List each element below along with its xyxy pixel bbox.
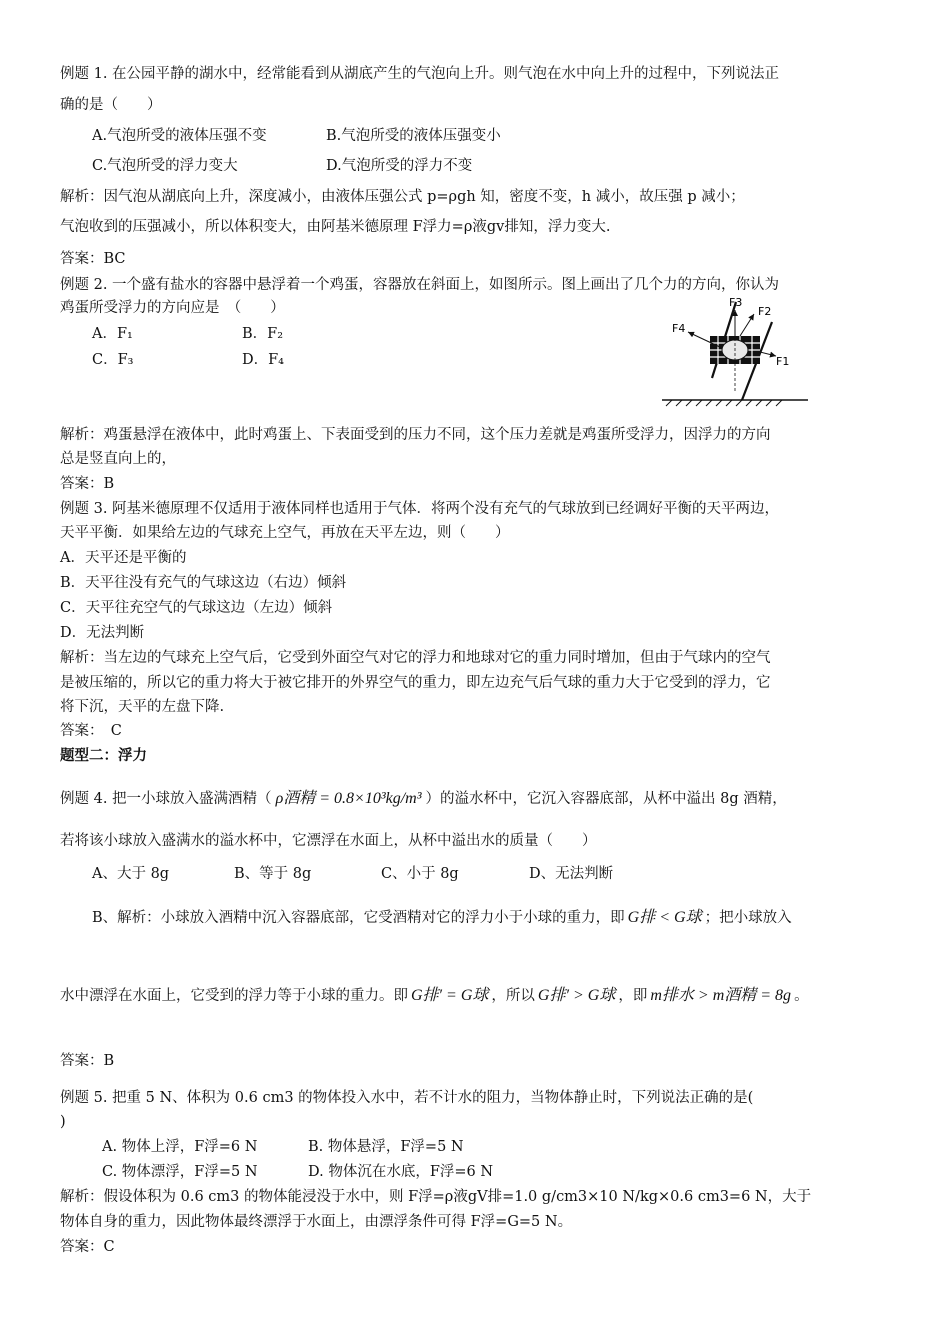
q5-options-row1 bbox=[102, 1137, 464, 1157]
q3-option-a: A．天平还是平衡的 bbox=[60, 550, 187, 566]
q1-option-c: C.气泡所受的浮力变大 bbox=[92, 158, 238, 174]
q2-analysis-line2: 总是竖直向上的， bbox=[60, 451, 176, 467]
q4-formula-3: G排′ > G球 bbox=[537, 987, 616, 1004]
egg-container-figure bbox=[660, 288, 810, 408]
section-title: 题型二：浮力 bbox=[60, 748, 147, 764]
q4-analysis-part2: ；把小球放入 bbox=[704, 910, 792, 926]
q2-answer: 答案：B bbox=[60, 476, 115, 492]
q2-option-c: C．F₃ bbox=[92, 352, 134, 368]
q3-analysis-line3: 将下沉，天平的左盘下降. bbox=[60, 699, 225, 715]
q1-option-b: B.气泡所受的液体压强变小 bbox=[326, 128, 501, 144]
arrow-f1 bbox=[760, 352, 776, 356]
q5-options-row2 bbox=[102, 1162, 493, 1182]
q5-analysis-line1: 解析：假设体积为 0.6 cm3 的物体能浸没于水中，则 F浮=ρ液gV排=1.0 g/cm3×10 N/kg×0.6 cm3=6 N，大于 bbox=[60, 1189, 812, 1205]
q4-option-c: C、小于 8g bbox=[381, 866, 459, 882]
q1-analysis-line2: 气泡收到的压强减小，所以体积变大，由阿基米德原理 F浮力=ρ液gv排知，浮力变大. bbox=[60, 219, 611, 235]
q2-option-d: D．F₄ bbox=[242, 352, 284, 368]
q4-analysis-part5: ，即 bbox=[618, 988, 648, 1004]
q4-analysis-line2 bbox=[60, 986, 809, 1006]
q1-stem-line1: 例题 1. 在公园平静的湖水中，经常能看到从湖底产生的气泡向上升。则气泡在水中向上升的过程中，下列说法正 bbox=[60, 66, 780, 82]
q4-answer: 答案：B bbox=[60, 1053, 115, 1069]
q4-analysis-part4: ，所以 bbox=[491, 988, 535, 1004]
q1-stem-line2: 确的是（ ） bbox=[60, 97, 162, 113]
q4-stem-line2: 若将该小球放入盛满水的溢水杯中，它漂浮在水面上，从杯中溢出水的质量（ ） bbox=[60, 833, 597, 849]
q4-stem-part2: ）的溢水杯中，它沉入容器底部，从杯中溢出 8g 酒精， bbox=[425, 791, 787, 807]
q2-option-b: B．F₂ bbox=[242, 326, 284, 342]
q3-option-d: D．无法判断 bbox=[60, 625, 145, 641]
q2-options-row1 bbox=[92, 324, 283, 344]
label-f2: F2 bbox=[758, 305, 772, 318]
q3-option-b: B．天平往没有充气的气球这边（右边）倾斜 bbox=[60, 575, 347, 591]
q1-options-row1 bbox=[92, 126, 501, 146]
q3-stem-line2: 天平平衡．如果给左边的气球充上空气，再放在天平左边，则（ ） bbox=[60, 525, 510, 541]
q1-options-row2 bbox=[92, 156, 472, 176]
label-f1: F1 bbox=[776, 355, 790, 368]
q4-formula-1: G排 < G球 bbox=[627, 909, 702, 926]
q4-option-d: D、无法判断 bbox=[529, 866, 614, 882]
label-f4: F4 bbox=[672, 322, 686, 335]
q4-formula-2: G排′ = G球 bbox=[411, 987, 489, 1004]
q4-options-row bbox=[92, 864, 613, 884]
q4-analysis-part1: B、解析：小球放入酒精中沉入容器底部，它受酒精对它的浮力小于小球的重力，即 bbox=[92, 910, 625, 926]
q2-option-a: A．F₁ bbox=[92, 326, 133, 342]
q5-option-d: D. 物体沉在水底，F浮=6 N bbox=[308, 1164, 494, 1180]
q4-analysis-part3: 水中漂浮在水面上，它受到的浮力等于小球的重力。即 bbox=[60, 988, 408, 1004]
q5-option-a: A. 物体上浮，F浮=6 N bbox=[102, 1139, 258, 1155]
q1-option-a: A.气泡所受的液体压强不变 bbox=[92, 128, 267, 144]
q3-stem-line1: 例题 3. 阿基米德原理不仅适用于液体同样也适用于气体．将两个没有充气的气球放到已经调好平衡的天平两边， bbox=[60, 501, 780, 517]
q2-analysis-line1: 解析：鸡蛋悬浮在液体中，此时鸡蛋上、下表面受到的压力不同，这个压力差就是鸡蛋所受浮力，因浮力的方向 bbox=[60, 427, 771, 443]
q1-analysis-line1: 解析：因气泡从湖底向上升，深度减小，由液体压强公式 p=ρgh 知，密度不变，h 减小，故压强 p 减小； bbox=[60, 189, 745, 205]
q3-analysis-line1: 解析：当左边的气球充上空气后，它受到外面空气对它的浮力和地球对它的重力同时增加，但由于气球内的空气 bbox=[60, 650, 771, 666]
q2-options-row2 bbox=[92, 350, 284, 370]
q5-option-b: B. 物体悬浮，F浮=5 N bbox=[308, 1139, 464, 1155]
q5-stem-line1: 例题 5. 把重 5 N、体积为 0.6 cm3 的物体投入水中，若不计水的阻力，当物体静止时，下列说法正确的是( bbox=[60, 1090, 754, 1106]
q4-analysis-part6: 。 bbox=[794, 988, 809, 1004]
q3-answer: 答案： C bbox=[60, 723, 122, 739]
q2-stem-line2: 鸡蛋所受浮力的方向应是 （ ） bbox=[60, 300, 285, 316]
q1-answer: 答案：BC bbox=[60, 251, 126, 267]
q4-option-b: B、等于 8g bbox=[234, 866, 312, 882]
q5-option-c: C. 物体漂浮，F浮=5 N bbox=[102, 1164, 258, 1180]
q4-formula-4: m排水 > m酒精 = 8g bbox=[650, 987, 792, 1004]
q4-option-a: A、大于 8g bbox=[92, 866, 170, 882]
q5-stem-line2: ) bbox=[60, 1114, 66, 1130]
q3-analysis-line2: 是被压缩的，所以它的重力将大于被它排开的外界空气的重力，即左边充气后气球的重力大于它受到的浮力，它 bbox=[60, 675, 771, 691]
q4-stem-part1: 例题 4. 把一小球放入盛满酒精（ bbox=[60, 791, 272, 807]
q4-analysis-line1 bbox=[92, 908, 792, 928]
q2-stem-line1: 例题 2. 一个盛有盐水的容器中悬浮着一个鸡蛋，容器放在斜面上，如图所示。图上画出了几个力的方向，你认为 bbox=[60, 277, 780, 293]
q4-stem-line1 bbox=[60, 789, 787, 809]
q5-analysis-line2: 物体自身的重力，因此物体最终漂浮于水面上，由漂浮条件可得 F浮=G=5 N。 bbox=[60, 1214, 573, 1230]
label-f3: F3 bbox=[729, 296, 743, 309]
q3-option-c: C．天平往充空气的气球这边（左边）倾斜 bbox=[60, 600, 333, 616]
q5-answer: 答案：C bbox=[60, 1239, 115, 1255]
q1-option-d: D.气泡所受的浮力不变 bbox=[326, 158, 473, 174]
arrow-f2 bbox=[740, 314, 754, 336]
q4-density-formula: ρ酒精 = 0.8×10³kg/m³ bbox=[275, 790, 422, 807]
